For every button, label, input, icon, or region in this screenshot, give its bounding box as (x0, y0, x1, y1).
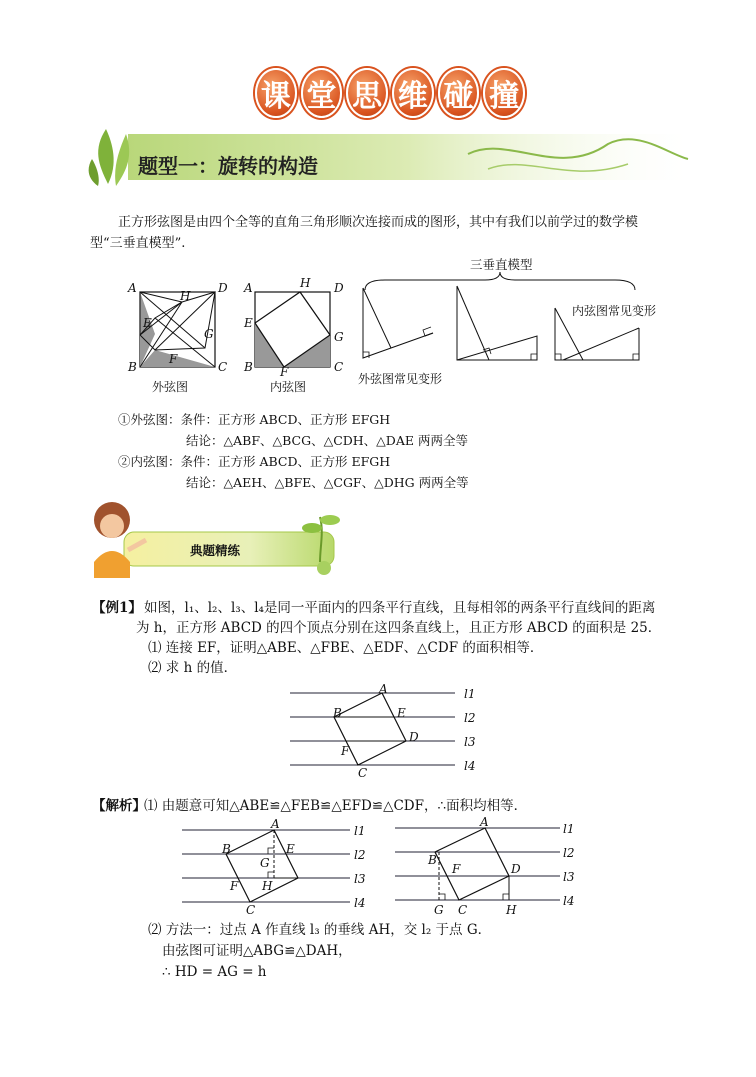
solution-tag: 【解析】 (92, 798, 146, 814)
point-label: B (128, 360, 137, 374)
point-label: C (334, 360, 344, 374)
example-tag: 【例1】 (92, 600, 142, 616)
line-label: l4 (464, 759, 476, 773)
point-label: H (506, 903, 517, 917)
intro-line-1: 正方形弦图是由四个全等的直角三角形顺次连接而成的图形，其中有我们以前学过的数学模 (118, 215, 639, 230)
intro-line-2: 型“三垂直模型”. (90, 236, 186, 251)
point-label: B (333, 706, 342, 720)
point-label: F (341, 744, 350, 758)
practice-header-decoration (84, 492, 354, 580)
point-label: A (271, 817, 280, 831)
banner-char: 课 (255, 68, 297, 118)
line-label: l1 (563, 822, 575, 836)
point-label: A (379, 682, 388, 696)
solution-figure-right (395, 820, 585, 916)
point-label: E (286, 842, 295, 856)
point-label: G (204, 327, 214, 341)
model-title: 三垂直模型 (470, 257, 533, 272)
item-outer-condition: ①外弦图：条件：正方形 ABCD、正方形 EFGH (118, 412, 391, 427)
banner-char: 撞 (483, 68, 525, 118)
line-label: l1 (464, 687, 476, 701)
line-label: l3 (563, 870, 575, 884)
outer-variant-label: 外弦图常见变形 (358, 372, 443, 386)
line-label: l2 (464, 711, 476, 725)
point-label: H (262, 879, 273, 893)
section-title: 题型一：旋转的构造 (138, 154, 318, 178)
inner-chord-label: 内弦图 (270, 380, 307, 394)
item-inner-condition: ②内弦图：条件：正方形 ABCD、正方形 EFGH (118, 454, 391, 469)
page-banner (255, 68, 525, 118)
banner-char: 堂 (301, 68, 343, 118)
outer-chord-label: 外弦图 (152, 380, 189, 394)
solution-figure-left (182, 820, 372, 916)
point-label: A (480, 815, 489, 829)
banner-char: 思 (346, 68, 388, 118)
point-label: D (334, 281, 344, 295)
point-label: G (260, 856, 270, 870)
example-line-2: 为 h，正方形 ABCD 的四个顶点分别在这四条直线上，且正方形 ABCD 的面积是 25． (136, 620, 662, 636)
practice-title: 典题精练 (190, 543, 241, 558)
point-label: B (222, 842, 231, 856)
point-label: G (334, 330, 344, 344)
banner-char: 碰 (438, 68, 480, 118)
line-label: l3 (354, 872, 366, 886)
example-question-1: ⑴ 连接 EF，证明△ABE、△FBE、△EDF、△CDF 的面积相等． (148, 640, 544, 656)
solution-step-4: ∴ HD = AG = h (162, 964, 267, 980)
point-label: F (230, 879, 239, 893)
point-label: H (180, 289, 191, 303)
solution-step-3: 由弦图可证明△ABG≌△DAH， (162, 943, 352, 959)
line-label: l1 (354, 824, 366, 838)
item-inner-conclusion: 结论：△AEH、△BFE、△CGF、△DHG 两两全等 (186, 475, 469, 490)
solution-step-1: ⑴ 由题意可知△ABE≌△FEB≌△EFD≌△CDF，∴面积均相等． (144, 798, 528, 814)
example-question-2: ⑵ 求 h 的值． (148, 660, 238, 676)
point-label: A (244, 281, 253, 295)
point-label: H (300, 276, 311, 290)
line-label: l2 (563, 846, 575, 860)
inner-variant-label: 内弦图常见变形 (572, 304, 657, 318)
point-label: F (169, 352, 178, 366)
point-label: C (246, 903, 256, 917)
point-label: C (358, 766, 368, 780)
line-label: l2 (354, 848, 366, 862)
point-label: D (218, 281, 228, 295)
example-line-1: 如图，l₁、l₂、l₃、l₄是同一平面内的四条平行直线，且每相邻的两条平行直线间的距离 (144, 600, 656, 616)
point-label: F (452, 862, 461, 876)
banner-char: 维 (392, 68, 434, 118)
point-label: C (218, 360, 228, 374)
line-label: l4 (563, 894, 575, 908)
line-label: l3 (464, 735, 476, 749)
solution-step-2: ⑵ 方法一：过点 A 作直线 l₃ 的垂线 AH，交 l₂ 于点 G． (148, 922, 492, 938)
point-label: E (244, 316, 253, 330)
point-label: B (428, 853, 437, 867)
point-label: D (511, 862, 521, 876)
point-label: F (280, 365, 289, 379)
point-label: C (458, 903, 468, 917)
line-label: l4 (354, 896, 366, 910)
point-label: B (244, 360, 253, 374)
point-label: D (409, 730, 419, 744)
point-label: E (397, 706, 406, 720)
item-outer-conclusion: 结论：△ABF、△BCG、△CDH、△DAE 两两全等 (186, 433, 468, 448)
point-label: A (128, 281, 137, 295)
point-label: G (434, 903, 444, 917)
point-label: E (143, 316, 152, 330)
example-figure (290, 685, 480, 781)
